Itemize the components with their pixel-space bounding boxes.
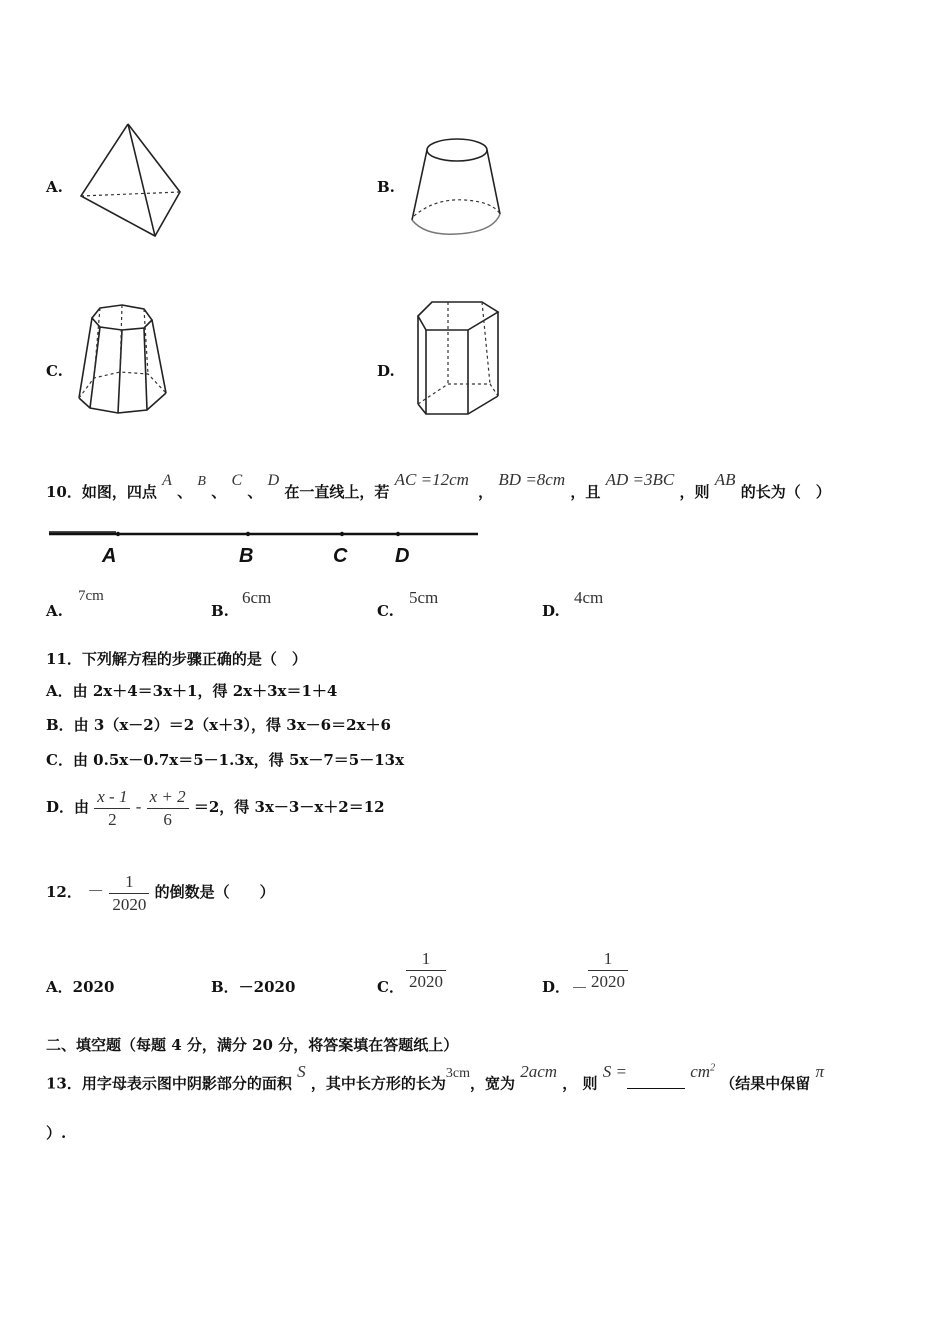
point-b-dot (246, 532, 250, 536)
q10-ab-expr: AB (714, 470, 736, 489)
q10-sep-2: 、 (211, 483, 227, 501)
q10-sep-3: 、 (247, 483, 263, 501)
q12-d-num: 1 (588, 948, 628, 971)
q12-option-b: B．－2020 (211, 978, 296, 996)
line-label-b: B (239, 545, 254, 567)
q12-frac-num: 1 (109, 871, 149, 894)
q9-option-d-label: D. (377, 362, 395, 380)
q12-option-d-label: D． (542, 978, 571, 996)
q13-s-eq: S = (602, 1061, 627, 1081)
q12-stem (46, 866, 275, 918)
q11-d-fraction-1 (94, 786, 130, 831)
point-d-dot (396, 532, 400, 536)
q10-option-c-value: 5cm (409, 588, 439, 607)
q13-length: 3cm (445, 1065, 470, 1081)
q13-close: ）. (46, 1124, 67, 1142)
q11-d-prefix: D．由 (46, 798, 90, 816)
q11-d-minus: - (135, 797, 142, 816)
q10-bd-expr: BD =8cm (498, 470, 566, 489)
q11-option-d (46, 782, 385, 832)
frustum-of-cone-figure (405, 132, 510, 240)
line-label-a: A (102, 545, 117, 567)
point-c-dot (340, 532, 344, 536)
q12-number: 12． (46, 883, 82, 901)
q9-option-b-label: B. (377, 178, 395, 196)
q10-ac-expr: AC =12cm (394, 470, 469, 489)
triangular-pyramid-figure (75, 118, 190, 240)
q12-option-a: A．2020 (46, 978, 115, 996)
q13-text-1: 13．用字母表示图中阴影部分的面积 (46, 1074, 292, 1093)
q12-frac-den: 2020 (112, 894, 147, 914)
q11-d-fraction-2 (147, 786, 189, 831)
q13-answer-blank[interactable] (627, 1074, 685, 1089)
q11-d-suffix: ＝2，得 3x－3－x＋2＝12 (193, 798, 385, 816)
q12-options (46, 948, 686, 1000)
q9-option-a-label: A. (46, 178, 63, 196)
q10-comma: ， (478, 483, 494, 501)
q13-text-5: （结果中保留 (720, 1074, 811, 1093)
q12-d-den: 2020 (591, 972, 625, 991)
q13-stem (46, 1058, 824, 1102)
q12-option-c-fraction (406, 948, 446, 993)
q10-sep-1: 、 (177, 483, 193, 501)
q10-text-4: ，则 (679, 483, 710, 501)
q13-s-symbol: S (297, 1061, 306, 1081)
q10-stem (46, 470, 831, 514)
q10-option-a-value: 7cm (78, 588, 104, 604)
q10-text-1: 如图，四点 (81, 483, 157, 501)
q12-neg: － (87, 882, 105, 901)
q11-d-frac2-den: 6 (163, 809, 172, 829)
q10-option-d-label: D. (542, 602, 560, 620)
q12-c-den: 2020 (409, 972, 443, 991)
line-label-c: C (333, 545, 348, 567)
q12-text: 的倒数是（ ） (154, 883, 275, 901)
q12-option-c-label: C． (377, 978, 404, 996)
q13-unit: $cm^2$ (690, 1061, 716, 1081)
q11-option-c: C．由 0.5x－0.7x＝5－1.3x，得 5x－7＝5－13x (46, 751, 405, 769)
q11-d-frac1-num: x - 1 (94, 786, 130, 809)
q13-unit-sup: 2 (710, 1062, 716, 1073)
q12-option-d-fraction (588, 948, 628, 993)
q10-option-a-label: A. (46, 602, 63, 620)
q12-fraction (109, 871, 149, 916)
q10-point-b: B (197, 474, 206, 489)
q10-option-b-value: 6cm (242, 588, 272, 607)
q10-point-a: A (162, 472, 172, 489)
q10-text-3: ，且 (570, 483, 601, 501)
line-label-d: D (395, 545, 410, 567)
q10-option-b-label: B. (211, 602, 229, 620)
q11-option-b: B．由 3（x－2）＝2（x＋3），得 3x－6＝2x＋6 (46, 716, 391, 734)
q13-text-4: ， 则 (562, 1074, 598, 1093)
q12-option-d-neg: － (571, 979, 588, 998)
q13-width: 2acm (520, 1061, 558, 1081)
q11-title: 11．下列解方程的步骤正确的是（ ） (46, 650, 307, 668)
q9-option-c-label: C. (46, 362, 63, 380)
q10-option-d-value: 4cm (574, 588, 604, 607)
q10-text-2: 在一直线上，若 (284, 483, 390, 501)
q11-option-a: A．由 2x＋4＝3x＋1，得 2x＋3x＝1＋4 (46, 682, 338, 700)
q10-point-c: C (231, 472, 243, 489)
q13-pi: π (815, 1061, 825, 1081)
q13-text-2: ，其中长方形的长为 (310, 1074, 446, 1093)
q10-number: 10． (46, 483, 82, 501)
q13-text-3: ，宽为 (469, 1074, 515, 1093)
q10-text-5: 的长为（ ） (740, 483, 831, 501)
q10-point-d: D (267, 472, 280, 489)
octagonal-frustum-figure (72, 300, 172, 420)
q11-d-frac2-num: x + 2 (147, 786, 189, 809)
section-2-title: 二、填空题（每题 4 分，满分 20 分，将答案填在答题纸上） (46, 1036, 459, 1054)
q12-c-num: 1 (406, 948, 446, 971)
hexagonal-prism-figure (410, 296, 505, 420)
q10-number-line-figure (46, 526, 486, 570)
q10-ad-expr: AD =3BC (605, 470, 675, 489)
point-a-dot (116, 532, 120, 536)
q10-options (46, 586, 666, 622)
q11-d-frac1-den: 2 (108, 809, 117, 829)
q10-option-c-label: C. (377, 602, 394, 620)
